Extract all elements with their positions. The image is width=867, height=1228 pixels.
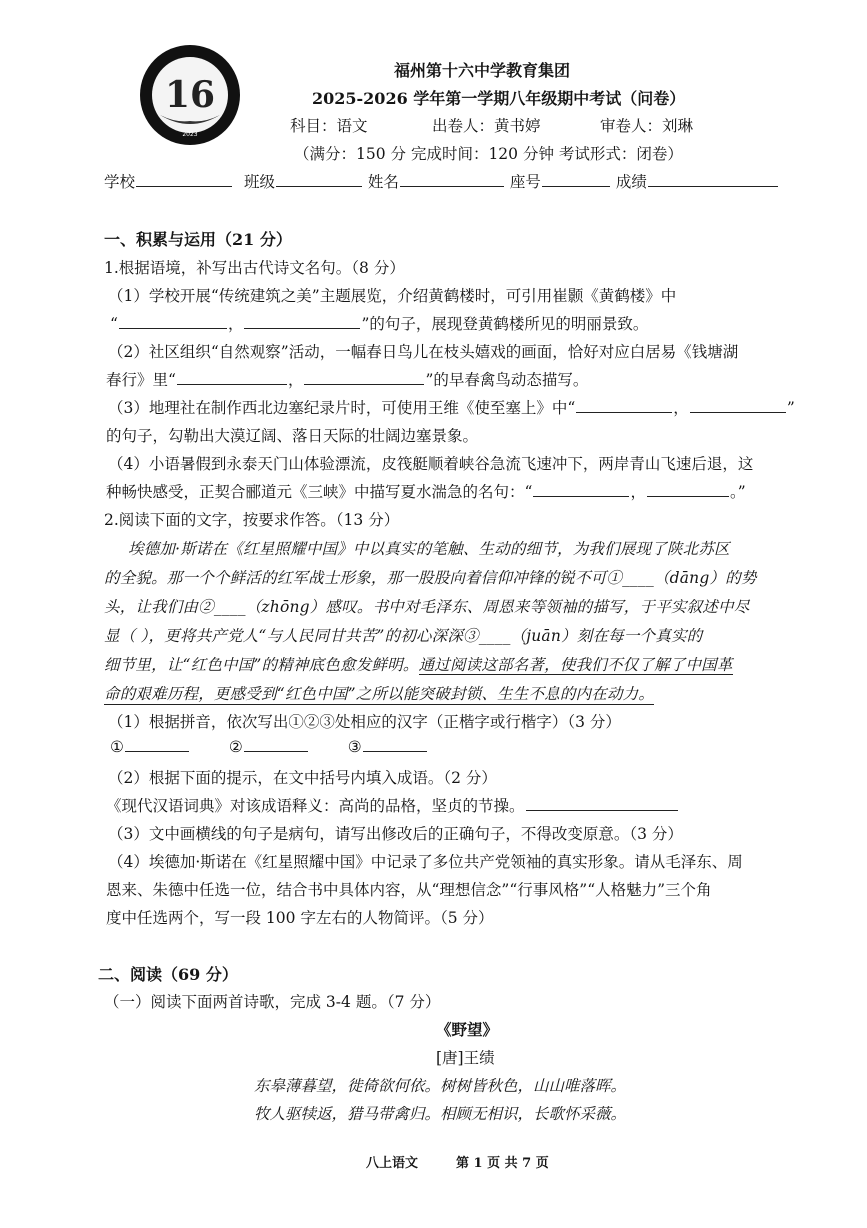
logo-number: 16 [164, 74, 216, 116]
passage-line: 的全貌。那一个个鲜活的红军战士形象，那一股股向着信仰冲锋的锐不可①____（dāng）的势 [104, 569, 757, 587]
q2-sub4-c: 度中任选两个，写一段 100 字左右的人物简评。（5 分） [106, 909, 494, 927]
passage-line: 显（ ），更将共产党人“与人民同甘共苦”的初心深深③____（juān）刻在每一个真实的 [104, 627, 703, 645]
underlined-sentence: 通过阅读这部名著，使我们不仅了解了中国革 [418, 656, 733, 674]
mark-1: ① [110, 738, 124, 756]
passage-line [104, 653, 733, 675]
q1-p3-a [108, 396, 795, 418]
score-field[interactable] [648, 185, 778, 187]
answer-blank[interactable] [576, 411, 672, 413]
q1-p4-b [106, 480, 746, 502]
underlined-sentence: 命的艰难历程，更感受到“红色中国”之所以能突破封锁、生生不息的内在动力。 [104, 682, 654, 705]
q1-p2-b [106, 368, 588, 390]
school-field[interactable] [136, 185, 232, 187]
comma: ， [227, 315, 244, 333]
answer-blank[interactable] [647, 495, 729, 497]
q2-sub2: （2）根据下面的提示，在文中括号内填入成语。（2 分） [108, 769, 497, 787]
seat-label: 座号 [509, 173, 541, 191]
q2-sub4-a: （4）埃德加·斯诺在《红星照耀中国》中记录了多位共产党领袖的真实形象。请从毛泽东、周 [108, 853, 743, 871]
answer-blank[interactable] [363, 750, 427, 752]
name-field[interactable] [400, 185, 504, 187]
close-quote: ” [786, 399, 795, 417]
mark-2: ② [228, 738, 243, 756]
school-label: 学校 [104, 173, 136, 191]
passage-line: 头，让我们由②____（zhōng）感叹。书中对毛泽东、周恩来等领袖的描写，于平实叙述中尽 [104, 598, 750, 616]
answer-blank[interactable] [244, 750, 308, 752]
student-info-line [104, 170, 779, 192]
answer-blank[interactable] [125, 750, 189, 752]
section1-title: 一、积累与运用（21 分） [104, 230, 292, 249]
q1-p4-a: （4）小语暑假到永泰天门山体验漂流，皮筏艇顺着峡谷急流飞速冲下，两岸青山飞速后退，这 [108, 455, 754, 473]
poem-line: 牧人驱犊返，猎马带禽归。相顾无相识，长歌怀采薇。 [254, 1105, 627, 1123]
footer-subject: 八上语文 [366, 1156, 419, 1171]
exam-info: （满分：150 分 完成时间：120 分钟 考试形式：闭卷） [294, 145, 683, 163]
class-field[interactable] [276, 185, 362, 187]
seat-field[interactable] [542, 185, 610, 187]
answer-blank[interactable] [177, 383, 287, 385]
q2-stem: 2.阅读下面的文字，按要求作答。（13 分） [104, 511, 400, 529]
mark-3: ③ [347, 738, 362, 756]
subject: 科目：语文 [290, 117, 368, 135]
reviewer: 审卷人：刘琳 [600, 117, 694, 135]
q1-p1-a: （1）学校开展“传统建筑之美”主题展览，介绍黄鹤楼时，可引用崔颢《黄鹤楼》中 [108, 287, 677, 305]
answer-blank[interactable] [533, 495, 629, 497]
school-name: 福州第十六中学教育集团 [394, 61, 571, 80]
q2-sub3: （3）文中画横线的句子是病句，请写出修改后的正确句子，不得改变原意。（3 分） [108, 825, 683, 843]
poem-author: [唐]王绩 [436, 1049, 495, 1067]
q1-stem: 1.根据语境，补写出古代诗文名句。（8 分） [104, 259, 405, 277]
exam-title: 2025-2026 学年第一学期八年级期中考试（问卷） [312, 89, 686, 108]
comma: ， [673, 399, 689, 417]
q1-p2-a: （2）社区组织“自然观察”活动，一幅春日鸟儿在枝头嬉戏的画面，恰好对应白居易《钱塘湖 [108, 343, 739, 361]
q1-p3-head: （3）地理社在制作西北边塞纪录片时，可使用王维《使至塞上》中“ [108, 399, 576, 417]
comma: ， [630, 483, 646, 501]
answer-blank[interactable] [244, 327, 360, 329]
q1-p3-b: 的句子，勾勒出大漠辽阔、落日天际的壮阔边塞景象。 [106, 427, 479, 445]
answer-blank[interactable] [119, 327, 227, 329]
passage-line: 埃德加·斯诺在《红星照耀中国》中以真实的笔触、生动的细节，为我们展现了陕北苏区 [128, 540, 730, 558]
section2-part1: （一）阅读下面两首诗歌，完成 3-4 题。（7 分） [104, 993, 441, 1011]
q1-p2-tail: ”的早春禽鸟动态描写。 [425, 371, 589, 389]
q1-p2-head: 春行》里“ [106, 371, 176, 389]
poem-line: 东皋薄暮望，徙倚欲何依。树树皆秋色，山山唯落晖。 [254, 1077, 627, 1095]
q1-p1-b [110, 312, 648, 334]
q2-sub1-answers [110, 738, 428, 756]
q2-sub2-def [106, 794, 679, 816]
close-quote: 。” [729, 483, 746, 501]
q2-sub4-b: 恩来、朱德中任选一位，结合书中具体内容，从“理想信念”“行事风格”“人格魅力”三个角 [106, 881, 712, 899]
answer-blank[interactable] [526, 809, 678, 811]
section2-title: 二、阅读（69 分） [98, 965, 238, 984]
q2-sub1: （1）根据拼音，依次写出①②③处相应的汉字（正楷字或行楷字）（3 分） [108, 713, 621, 731]
definition-text: 《现代汉语词典》对该成语释义：高尚的品格，坚贞的节操。 [106, 797, 525, 815]
logo-year: 2023 [182, 131, 198, 138]
page-number: 第 1 页 共 7 页 [456, 1156, 549, 1171]
passage-text: 细节里，让“红色中国”的精神底色愈发鲜明。 [104, 656, 419, 674]
comma: ， [287, 371, 304, 389]
setter: 出卷人：黄书婷 [432, 117, 541, 135]
poem-title: 《野望》 [436, 1020, 499, 1039]
class-label: 班级 [243, 173, 275, 191]
answer-blank[interactable] [304, 383, 424, 385]
school-logo [138, 43, 242, 147]
open-quote: “ [110, 315, 118, 333]
q1-p4-head: 种畅快感受，正契合郦道元《三峡》中描写夏水湍急的名句：“ [106, 483, 533, 501]
q1-p1-tail: ”的句子，展现登黄鹤楼所见的明丽景致。 [361, 315, 649, 333]
score-label: 成绩 [615, 173, 647, 191]
name-label: 姓名 [367, 173, 399, 191]
answer-blank[interactable] [690, 411, 786, 413]
